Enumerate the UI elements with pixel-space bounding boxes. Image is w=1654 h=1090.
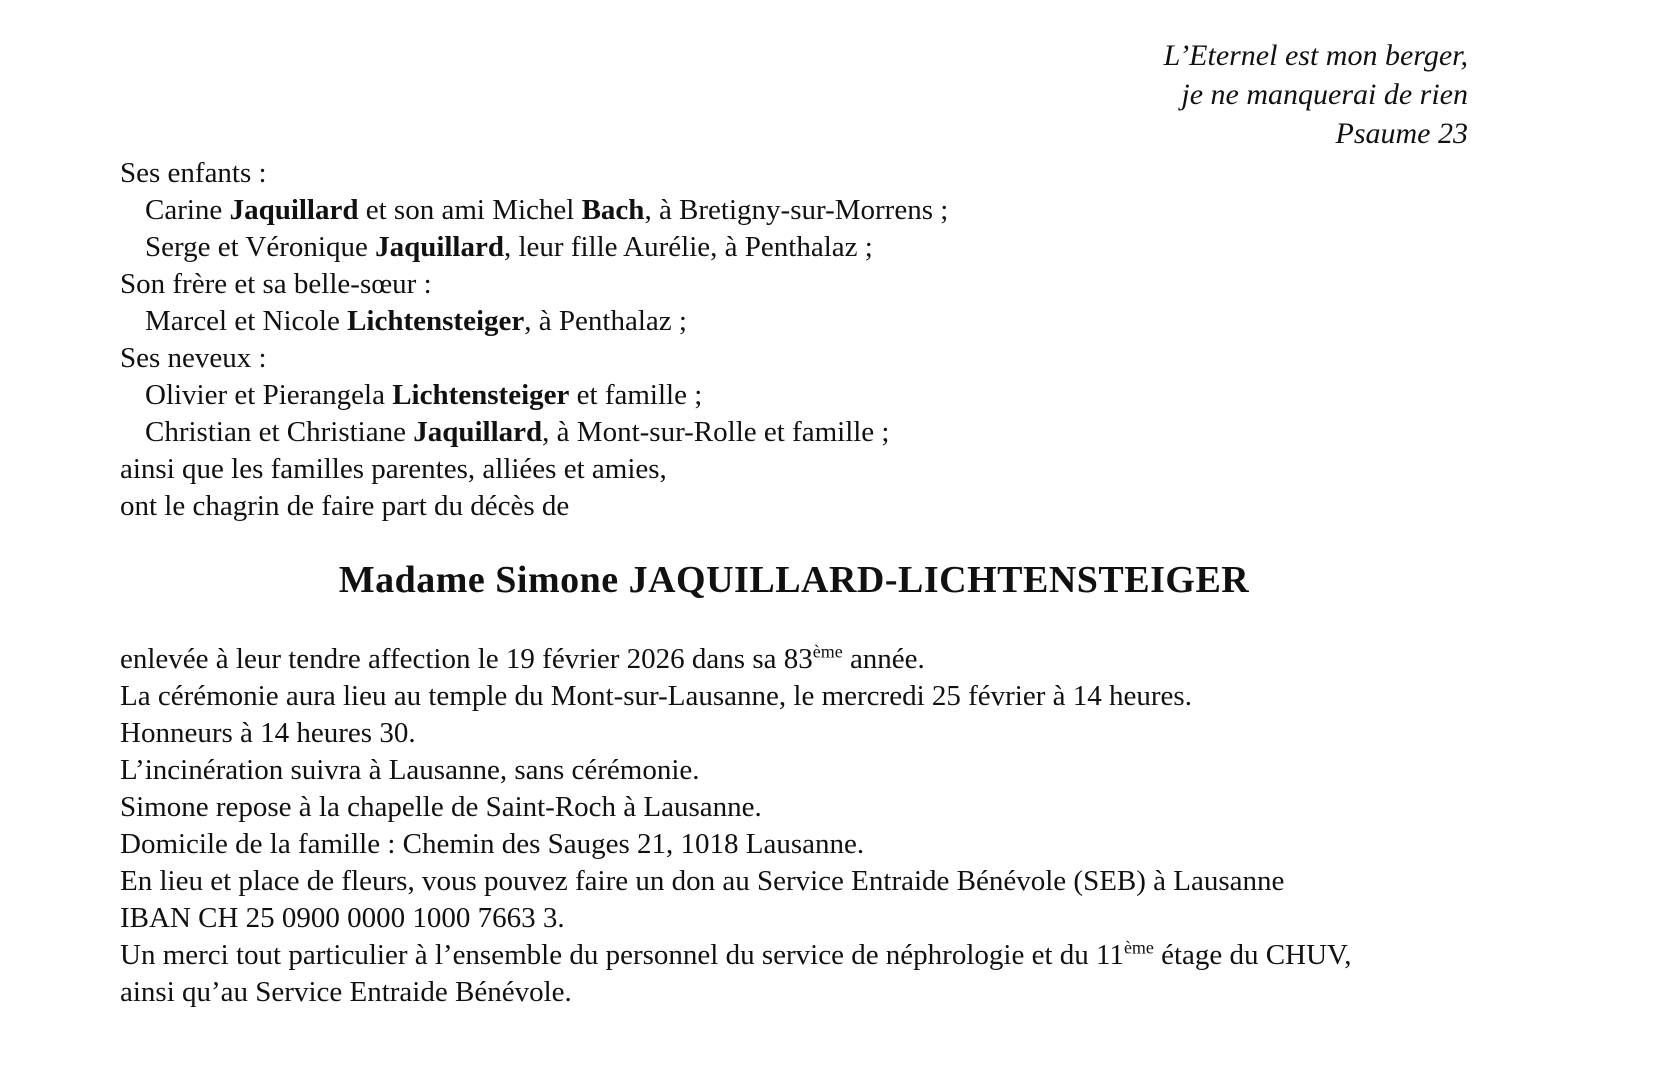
text-segment: Ses enfants : <box>120 157 267 189</box>
text-line <box>120 303 1468 340</box>
text-line <box>120 340 1468 377</box>
text-line <box>120 715 1468 752</box>
text-segment: En lieu et place de fleurs, vous pouvez faire un don au Service Entraide Bénévole (SEB) à Lausanne <box>120 865 1285 897</box>
text-line <box>120 678 1468 715</box>
ordinal-superscript: ème <box>812 641 843 662</box>
text-segment: et son ami Michel <box>358 194 582 226</box>
text-segment: étage du CHUV, <box>1153 939 1352 971</box>
family-name-bold: Lichtensteiger <box>347 305 525 337</box>
text-segment: et famille ; <box>569 379 703 411</box>
text-line <box>120 488 1468 525</box>
text-segment: IBAN CH 25 0900 0000 1000 7663 3. <box>120 902 565 934</box>
family-name-bold: Jaquillard <box>229 194 359 226</box>
text-segment: Simone repose à la chapelle de Saint-Roch à Lausanne. <box>120 791 762 823</box>
text-line <box>120 155 1468 192</box>
text-segment: enlevée à leur tendre affection le 19 février 2026 dans sa 83 <box>120 643 813 675</box>
text-line <box>120 414 1468 451</box>
epigraph-line: L’Eternel est mon berger, <box>1163 39 1468 72</box>
family-name-bold: Lichtensteiger <box>392 379 570 411</box>
text-segment: Serge et Véronique <box>145 231 376 263</box>
text-line <box>120 641 1468 678</box>
text-segment: Marcel et Nicole <box>145 305 348 337</box>
text-segment: L’incinération suivra à Lausanne, sans cérémonie. <box>120 754 700 786</box>
text-segment: , à Penthalaz ; <box>524 305 687 337</box>
family-announcement-block <box>120 155 1468 525</box>
text-line <box>120 900 1468 937</box>
deceased-name-title: Madame Simone JAQUILLARD-LICHTENSTEIGER <box>338 559 1250 601</box>
text-line <box>120 451 1468 488</box>
text-line <box>120 377 1468 414</box>
epigraph-line: je ne manquerai de rien <box>1181 78 1468 111</box>
text-segment: ont le chagrin de faire part du décès de <box>120 490 570 522</box>
text-line <box>120 937 1468 974</box>
text-segment: Olivier et Pierangela <box>145 379 393 411</box>
family-name-bold: Jaquillard <box>413 416 543 448</box>
text-line <box>120 266 1468 303</box>
text-segment: ainsi qu’au Service Entraide Bénévole. <box>120 976 572 1008</box>
text-segment: La cérémonie aura lieu au temple du Mont-sur-Lausanne, le mercredi 25 février à 14 heures. <box>120 680 1192 712</box>
text-segment: , leur fille Aurélie, à Penthalaz ; <box>504 231 873 263</box>
text-segment: Un merci tout particulier à l’ensemble du personnel du service de néphrologie et du 11 <box>120 939 1124 971</box>
text-segment: , à Mont-sur-Rolle et famille ; <box>542 416 890 448</box>
text-line <box>120 863 1468 900</box>
family-name-bold: Jaquillard <box>375 231 504 263</box>
text-segment: Carine <box>145 194 230 226</box>
text-segment: Christian et Christiane <box>145 416 414 448</box>
text-segment: , à Bretigny-sur-Morrens ; <box>644 194 949 226</box>
text-line <box>120 826 1468 863</box>
text-segment: Honneurs à 14 heures 30. <box>120 717 416 749</box>
text-line <box>120 974 1468 1011</box>
text-segment: Son frère et sa belle-sœur : <box>120 268 432 300</box>
ordinal-superscript: ème <box>1123 937 1154 958</box>
epigraph-line: Psaume 23 <box>1335 117 1468 150</box>
ceremony-details-block <box>120 641 1468 1011</box>
text-segment: ainsi que les familles parentes, alliées et amies, <box>120 453 667 485</box>
text-line <box>120 789 1468 826</box>
text-line <box>120 752 1468 789</box>
text-segment: Ses neveux : <box>120 342 267 374</box>
family-name-bold: Bach <box>581 194 645 226</box>
text-line <box>120 192 1468 229</box>
text-segment: Domicile de la famille : Chemin des Sauges 21, 1018 Lausanne. <box>120 828 865 860</box>
psalm-epigraph <box>120 36 1468 153</box>
text-line <box>120 229 1468 266</box>
text-segment: année. <box>842 643 925 675</box>
